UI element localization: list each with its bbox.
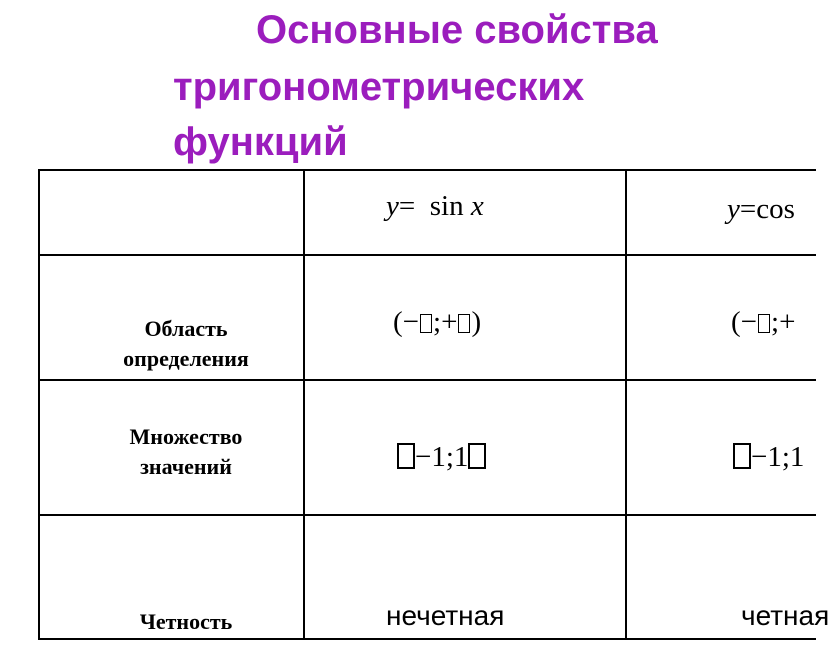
title-line-2: тригонометрических — [173, 65, 585, 109]
minus-sign: − — [751, 441, 768, 473]
header-cos — [727, 193, 795, 226]
table-row-divider — [38, 254, 816, 256]
row-label-parity — [104, 607, 268, 637]
domain-sin — [393, 306, 481, 339]
table-border-top — [38, 169, 816, 171]
paren-open: ( — [393, 306, 403, 338]
bracket-placeholder-icon — [397, 443, 415, 469]
parity-sin: нечетная — [386, 600, 505, 631]
equals-sign: = — [398, 190, 416, 222]
row-label-range — [104, 422, 268, 482]
range-cos — [733, 441, 804, 474]
minus-sign: − — [402, 306, 420, 338]
range-sin — [397, 441, 486, 474]
func-sin: sin — [429, 190, 464, 222]
var-y: y — [727, 193, 740, 225]
func-cos: cos — [756, 193, 795, 225]
equals-sign: = — [739, 193, 757, 225]
table-col-divider — [303, 169, 305, 640]
paren-close: ) — [471, 306, 482, 338]
infinity-placeholder-icon — [758, 314, 770, 333]
minus-sign: − — [415, 441, 432, 473]
row-label-line: определения — [123, 346, 249, 371]
semicolon: ; — [433, 306, 442, 338]
var-y: y — [386, 190, 399, 222]
table-row-divider — [38, 379, 816, 381]
var-x: x — [470, 190, 484, 222]
plus-sign: + — [779, 306, 796, 338]
paren-open: ( — [731, 306, 741, 338]
bracket-placeholder-icon — [468, 443, 486, 469]
minus-sign: − — [740, 306, 758, 338]
infinity-placeholder-icon — [458, 314, 470, 333]
table-border-bottom — [38, 638, 816, 640]
title-line-1: Основные свойства — [256, 8, 658, 52]
range-value: 1;1 — [431, 441, 469, 473]
title-line-3: функций — [173, 120, 348, 164]
table-col-divider — [625, 169, 627, 640]
bracket-placeholder-icon — [733, 443, 751, 469]
parity-cos: четная — [741, 600, 829, 631]
domain-cos — [731, 306, 795, 339]
row-label-domain — [104, 314, 268, 374]
row-label-line: значений — [140, 454, 232, 479]
row-label-line: Четность — [139, 609, 233, 634]
table-row-divider — [38, 514, 816, 516]
row-label-line: Область — [144, 316, 228, 341]
infinity-placeholder-icon — [420, 314, 432, 333]
header-sin — [386, 190, 484, 223]
row-label-line: Множество — [129, 424, 243, 449]
semicolon: ; — [771, 306, 780, 338]
range-value: 1;1 — [767, 441, 805, 473]
table-border-left — [38, 169, 40, 640]
plus-sign: + — [441, 306, 458, 338]
